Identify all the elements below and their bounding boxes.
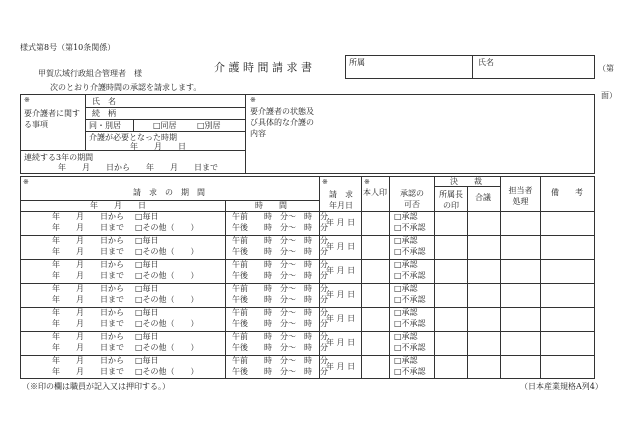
- other-checkbox[interactable]: □その他（ ）: [135, 295, 199, 304]
- am-time-input[interactable]: 午前 時 分～ 時 分: [232, 260, 328, 269]
- approve-checkbox[interactable]: □承認: [394, 284, 418, 293]
- from-date-input[interactable]: 年 月 日から: [52, 284, 124, 293]
- am-time-input[interactable]: 午前 時 分～ 時 分: [232, 356, 328, 365]
- request-date-input[interactable]: 年 月 日: [326, 242, 356, 251]
- care-subject-label: 要介護者に関する事項: [24, 109, 80, 129]
- form-title: 介 護 時 間 請 求 書: [214, 61, 312, 74]
- affiliation-name-box: [345, 55, 595, 79]
- cohabit-label: 同・別居: [89, 121, 121, 130]
- remarks-header: 備 考: [551, 188, 583, 197]
- from-date-input[interactable]: 年 月 日から: [52, 212, 124, 221]
- divider: [472, 55, 473, 79]
- reject-checkbox[interactable]: □不承認: [394, 343, 426, 352]
- request-date-mark: ※: [322, 178, 328, 186]
- form-number: 様式第8号（第10条関係）: [20, 43, 116, 52]
- decision-header: 決 裁: [450, 177, 482, 186]
- reject-checkbox[interactable]: □不承認: [394, 367, 426, 376]
- request-date-input[interactable]: 年 月 日: [326, 218, 356, 227]
- divider: [434, 186, 500, 187]
- other-checkbox[interactable]: □その他（ ）: [135, 367, 199, 376]
- from-date-input[interactable]: 年 月 日から: [52, 332, 124, 341]
- daily-checkbox[interactable]: □毎日: [135, 308, 159, 317]
- approve-checkbox[interactable]: □承認: [394, 308, 418, 317]
- daily-checkbox[interactable]: □毎日: [135, 332, 159, 341]
- time-header: 時 間: [255, 201, 287, 210]
- approve-checkbox[interactable]: □承認: [394, 212, 418, 221]
- to-date-input[interactable]: 年 月 日まで: [52, 271, 124, 280]
- approve-checkbox[interactable]: □承認: [394, 260, 418, 269]
- divider: [85, 94, 86, 150]
- from-date-input[interactable]: 年 月 日から: [52, 308, 124, 317]
- from-date-input[interactable]: 年 月 日から: [52, 236, 124, 245]
- other-checkbox[interactable]: □その他（ ）: [135, 223, 199, 232]
- period-3yr-label: 連続する3年の期間: [24, 153, 94, 162]
- to-date-input[interactable]: 年 月 日まで: [52, 247, 124, 256]
- approval-header: 承認の 可否: [400, 189, 424, 209]
- reject-checkbox[interactable]: □不承認: [394, 223, 426, 232]
- intro-text: 次のとおり介護時間の承認を請求します。: [50, 83, 202, 92]
- pm-time-input[interactable]: 午後 時 分～ 時 分: [232, 319, 328, 328]
- need-date[interactable]: 年 月 日: [130, 142, 186, 151]
- divider: [85, 107, 245, 108]
- approve-checkbox[interactable]: □承認: [394, 332, 418, 341]
- side-label-bottom: 面）: [601, 91, 617, 100]
- daily-checkbox[interactable]: □毎日: [135, 236, 159, 245]
- other-checkbox[interactable]: □その他（ ）: [135, 271, 199, 280]
- ymd-header: 年 月 日: [90, 201, 146, 210]
- side-label-top: （第: [598, 64, 614, 73]
- am-time-input[interactable]: 午前 時 分～ 時 分: [232, 236, 328, 245]
- to-date-input[interactable]: 年 月 日まで: [52, 319, 124, 328]
- other-checkbox[interactable]: □その他（ ）: [135, 343, 199, 352]
- divider: [85, 119, 245, 120]
- other-checkbox[interactable]: □その他（ ）: [135, 247, 199, 256]
- from-date-input[interactable]: 年 月 日から: [52, 356, 124, 365]
- need-when-label: 介護が必要となった時期: [89, 133, 177, 142]
- staff-header: 担当者 処理: [508, 186, 533, 206]
- request-date-header: 請 求 年月日: [329, 190, 353, 210]
- request-period-header: 請 求 の 期 間: [133, 188, 205, 197]
- name-label: 氏名: [478, 58, 494, 67]
- am-time-input[interactable]: 午前 時 分～ 時 分: [232, 284, 328, 293]
- to-date-input[interactable]: 年 月 日まで: [52, 295, 124, 304]
- consult-header: 合議: [475, 193, 491, 202]
- seal-header: 本人印: [363, 188, 387, 197]
- addressee: 甲賀広域行政組合管理者 様: [38, 69, 142, 78]
- chief-seal-header: 所属長 の印: [439, 190, 463, 210]
- pm-time-input[interactable]: 午後 時 分～ 時 分: [232, 295, 328, 304]
- pm-time-input[interactable]: 午後 時 分～ 時 分: [232, 223, 328, 232]
- request-date-input[interactable]: 年 月 日: [326, 338, 356, 347]
- daily-checkbox[interactable]: □毎日: [135, 284, 159, 293]
- divider: [133, 119, 134, 131]
- divider: [225, 200, 226, 379]
- table-mark: ※: [23, 178, 29, 186]
- daily-checkbox[interactable]: □毎日: [135, 260, 159, 269]
- reject-checkbox[interactable]: □不承認: [394, 319, 426, 328]
- approve-checkbox[interactable]: □承認: [394, 236, 418, 245]
- to-date-input[interactable]: 年 月 日まで: [52, 223, 124, 232]
- care-name-label: 氏 名: [92, 97, 116, 106]
- daily-checkbox[interactable]: □毎日: [135, 356, 159, 365]
- care-mark: ※: [24, 96, 30, 104]
- request-date-input[interactable]: 年 月 日: [326, 362, 356, 371]
- from-date-input[interactable]: 年 月 日から: [52, 260, 124, 269]
- divider: [85, 131, 245, 132]
- state-mark: ※: [250, 96, 256, 104]
- cohabit-same-checkbox[interactable]: □同居: [153, 121, 177, 130]
- period-3yr-value[interactable]: 年 月 日から 年 月 日まで: [58, 163, 218, 172]
- other-checkbox[interactable]: □その他（ ）: [135, 319, 199, 328]
- am-time-input[interactable]: 午前 時 分～ 時 分: [232, 212, 328, 221]
- to-date-input[interactable]: 年 月 日まで: [52, 367, 124, 376]
- pm-time-input[interactable]: 午後 時 分～ 時 分: [232, 271, 328, 280]
- request-date-input[interactable]: 年 月 日: [326, 290, 356, 299]
- divider: [245, 94, 246, 174]
- am-time-input[interactable]: 午前 時 分～ 時 分: [232, 332, 328, 341]
- care-relation-label: 続 柄: [92, 109, 116, 118]
- request-date-input[interactable]: 年 月 日: [326, 266, 356, 275]
- reject-checkbox[interactable]: □不承認: [394, 271, 426, 280]
- pm-time-input[interactable]: 午後 時 分～ 時 分: [232, 247, 328, 256]
- to-date-input[interactable]: 年 月 日まで: [52, 343, 124, 352]
- reject-checkbox[interactable]: □不承認: [394, 247, 426, 256]
- divider: [361, 176, 362, 379]
- pm-time-input[interactable]: 午後 時 分～ 時 分: [232, 343, 328, 352]
- affiliation-label: 所属: [349, 58, 365, 67]
- am-time-input[interactable]: 午前 時 分～ 時 分: [232, 308, 328, 317]
- reject-checkbox[interactable]: □不承認: [394, 295, 426, 304]
- footer-note: （※印の欄は職員が記入又は押印する。）: [22, 382, 170, 391]
- cohabit-separate-checkbox[interactable]: □別居: [197, 121, 221, 130]
- footer-standard: （日本産業規格A列4）: [520, 382, 603, 391]
- daily-checkbox[interactable]: □毎日: [135, 212, 159, 221]
- state-label: 要介護者の状態及び具体的な介護の内容: [250, 107, 314, 138]
- pm-time-input[interactable]: 午後 時 分～ 時 分: [232, 367, 328, 376]
- request-date-input[interactable]: 年 月 日: [326, 314, 356, 323]
- approve-checkbox[interactable]: □承認: [394, 356, 418, 365]
- divider: [540, 176, 541, 379]
- seal-mark: ※: [364, 178, 370, 186]
